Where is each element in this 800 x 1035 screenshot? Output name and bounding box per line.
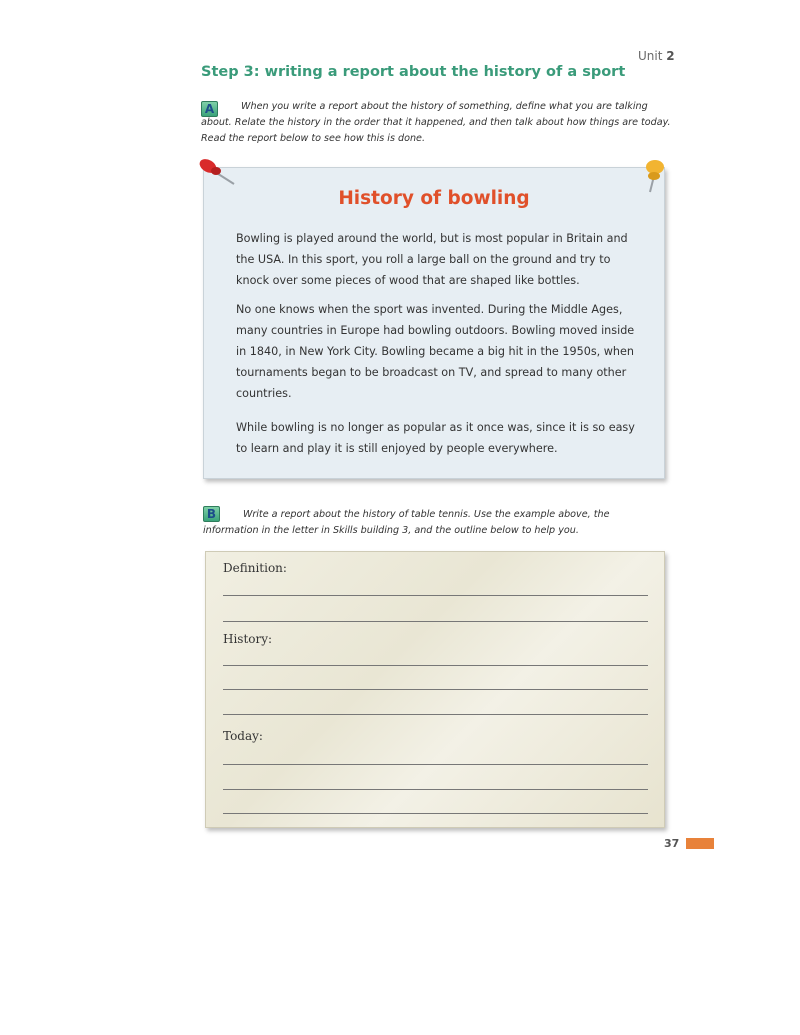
history-line-2[interactable] xyxy=(223,689,648,690)
page-number: 37 xyxy=(664,837,680,850)
section-b-instruction: Write a report about the history of table tennis. Use the example above, the information in the letter in Skills building 3, and the outline below to help you. xyxy=(203,509,610,536)
history-label: History: xyxy=(223,632,273,646)
history-line-3[interactable] xyxy=(223,714,648,715)
section-b-badge: B xyxy=(203,506,220,522)
today-line-1[interactable] xyxy=(223,764,648,765)
section-a-instruction: When you write a report about the history of something, define what you are talking about. Relate the history in the order that it happened, and then talk about how things are today. Read the report below to see how this is done. xyxy=(201,101,671,144)
definition-line-2[interactable] xyxy=(223,621,648,622)
report-title: History of bowling xyxy=(338,188,530,209)
today-line-2[interactable] xyxy=(223,789,648,790)
page-accent-bar xyxy=(686,838,714,849)
unit-text: Unit xyxy=(638,49,663,63)
definition-label: Definition: xyxy=(223,561,287,575)
outline-card xyxy=(205,551,665,828)
section-a-badge: A xyxy=(201,101,218,117)
report-paragraph-3: While bowling is no longer as popular as it once was, since it is so easy to learn and play it is still enjoyed by people everywhere. xyxy=(236,421,635,455)
step-title: Step 3: writing a report about the history of a sport xyxy=(201,64,626,80)
red-pushpin-icon xyxy=(196,156,240,190)
report-card xyxy=(203,167,665,479)
today-line-3[interactable] xyxy=(223,813,648,814)
today-label: Today: xyxy=(223,729,263,743)
unit-label xyxy=(638,49,675,63)
unit-number: 2 xyxy=(666,49,675,63)
yellow-pushpin-icon xyxy=(640,158,670,196)
report-paragraph-1: Bowling is played around the world, but is most popular in Britain and the USA. In this sport, you roll a large ball on the ground and try to knock over some pieces of wood that are shaped like bottles. xyxy=(236,232,628,287)
history-line-1[interactable] xyxy=(223,665,648,666)
report-paragraph-2: No one knows when the sport was invented. During the Middle Ages, many countries in Europe had bowling outdoors. Bowling moved inside in 1840, in New York City. Bowling became a big hit in the 1950s, when tournaments began to be broadcast on TV, and spread to many other countries. xyxy=(236,303,635,400)
definition-line-1[interactable] xyxy=(223,595,648,596)
